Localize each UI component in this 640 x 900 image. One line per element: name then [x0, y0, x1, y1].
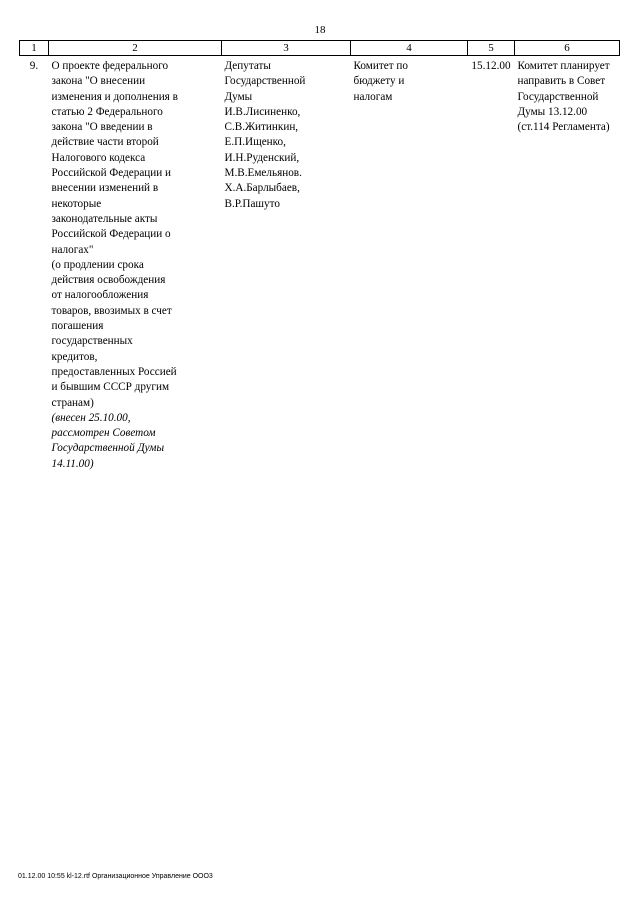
status-line: Комитет планирует — [517, 60, 610, 72]
status-line: направить в Совет — [517, 75, 606, 88]
page-number: 18 — [314, 24, 326, 36]
committee-line: Комитет по — [353, 60, 408, 72]
status-line: (ст.114 Регламента) — [517, 121, 610, 134]
bill-title-line: статью 2 Федерального — [51, 105, 163, 118]
table-row — [20, 56, 620, 473]
status-cell — [515, 56, 620, 473]
initiator-line: И.Н.Руденский, — [224, 151, 300, 164]
bill-title-line: Налогового кодекса — [51, 151, 146, 164]
initiator-line: В.Р.Пашуто — [224, 197, 280, 210]
bills-table — [19, 40, 620, 472]
initiator-line: Х.А.Барлыбаев, — [224, 182, 300, 195]
bill-title-line: товаров, ввозимых в счет — [51, 304, 172, 317]
initiator-line: Депутаты — [224, 60, 271, 72]
bill-title-line: кредитов, — [51, 350, 98, 363]
bill-title-line: О проекте федерального — [51, 60, 169, 72]
header-row — [20, 41, 620, 56]
bill-note-line: Государственной Думы — [51, 442, 165, 455]
document-footer: 01.12.00 10:55 kl-12.rtf Организационное Управление ООО3 — [18, 873, 213, 880]
initiator-line: С.В.Житинкин, — [224, 121, 299, 134]
initiator-line: М.В.Емельянов. — [224, 167, 302, 180]
item-number: 9. — [29, 60, 39, 72]
committee-line: налогам — [353, 90, 393, 103]
bill-title-line: законодательные акты — [51, 212, 158, 225]
status-line: Думы 13.12.00 — [517, 105, 588, 118]
status-line: Государственной — [517, 90, 599, 103]
bill-title-line: некоторые — [51, 197, 102, 210]
column-header-4: 4 — [351, 41, 468, 56]
initiator-line: Думы — [224, 90, 253, 103]
column-header-6: 6 — [515, 41, 620, 56]
bill-title-line: от налогообложения — [51, 289, 149, 302]
column-header-1: 1 — [20, 41, 49, 56]
bill-title-line: погашения — [51, 320, 104, 333]
bill-title-line: изменения и дополнения в — [51, 90, 178, 103]
bill-note-line: (внесен 25.10.00, — [51, 411, 131, 424]
bill-title-line: и бывшим СССР другим — [51, 381, 170, 394]
committee-line: бюджету и — [353, 75, 405, 88]
committee-cell — [351, 56, 468, 473]
initiator-line: Государственной — [224, 75, 306, 88]
bill-title-line: государственных — [51, 335, 133, 348]
initiator-line: И.В.Лисиненко, — [224, 105, 301, 118]
column-header-5: 5 — [468, 41, 515, 56]
bill-title-line: предоставленных Россией — [51, 365, 177, 378]
initiator-line: Е.П.Ищенко, — [224, 136, 286, 149]
bill-title-line: внесении изменений в — [51, 182, 159, 195]
bill-title-line: странам) — [51, 396, 94, 409]
bill-title-line: (о продлении срока — [51, 258, 144, 271]
bill-title-line: Российской Федерации о — [51, 228, 171, 241]
bill-title-line: налогах" — [51, 243, 94, 256]
column-header-2: 2 — [49, 41, 222, 56]
bill-title-line: закона "О введении в — [51, 121, 153, 134]
column-header-3: 3 — [222, 41, 351, 56]
bill-title-line: действия освобождения — [51, 274, 166, 287]
date-cell: 15.12.00 — [471, 60, 511, 72]
bill-note-line: рассмотрен Советом — [51, 427, 156, 440]
initiators-cell — [222, 56, 351, 473]
bill-title-line: Российской Федерации и — [51, 167, 172, 180]
bill-note-line: 14.11.00) — [51, 457, 94, 470]
bill-title-line: закона "О внесении — [51, 75, 146, 88]
bill-title-line: действие части второй — [51, 136, 159, 149]
bill-title-cell — [49, 56, 222, 473]
